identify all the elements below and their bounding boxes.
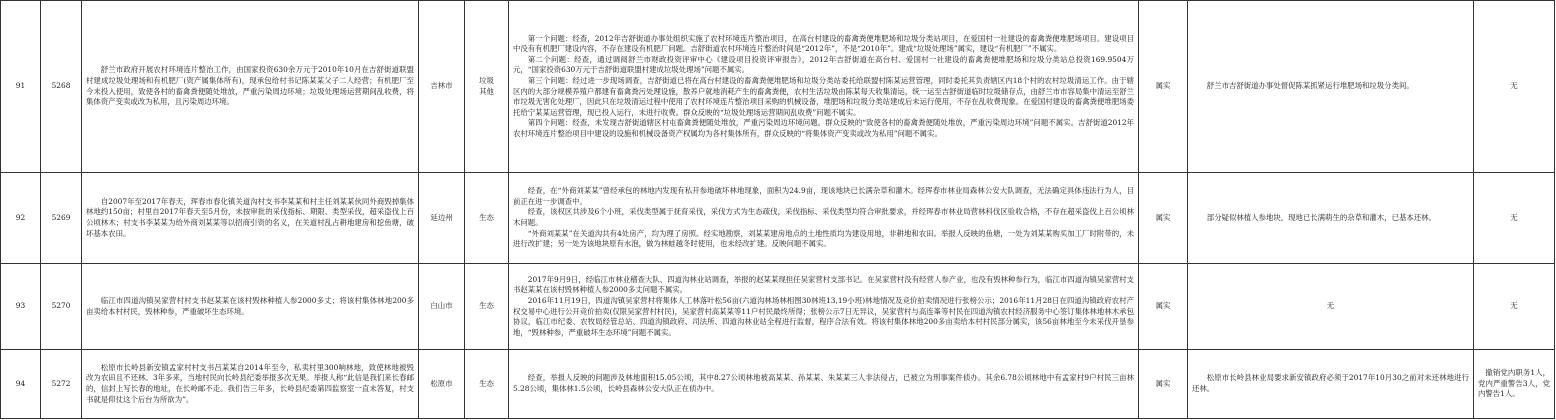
complaint-text: 自2007年至2017年春天，珲春市春化镇关道沟村支书李某某和村主任刘某某伙同外商毁掉集体林地约150亩；村里自2017年春天至5月份，未按审批的采伐指标、期限、类型采伐，超采盗伐上百公顷林木；村支书李某某为给外商刘某某等以招商引资的名义，在关道村乱占耕地建房和挖鱼塘，破坏基本农田。 [86, 196, 414, 238]
finding-paragraph: 经查，在“外商刘某某”曾经承包的林地内发现有私开参地破坏林地现象，面积为24.9亩，现该地块已长满杂草和灌木。经珲春市林业局森林公安大队调查，无法确定具体违法行为人，目前正在进一步调查中。 [513, 186, 1134, 206]
verdict-cell: 属实 [1139, 173, 1188, 264]
category-cell: 生态 [465, 264, 509, 350]
accountability-cell: 无 [1474, 173, 1555, 264]
verdict-cell: 属实 [1139, 264, 1188, 350]
category-cell: 垃圾 其他 [465, 1, 509, 173]
findings-cell [509, 264, 1139, 350]
complaint-text: 松原市长岭县新安镇孟家村村支书吕某某自2014年至今，私卖村里300响林地，致使林地被毁改为农田且不还林。3年多来，当地村民向长岭县纪委举报多次无果。举报人称“此信是我们来长春邮的，信封上写长春的地址，在长岭邮不走。我们告三年多，长岭县纪委第四监察室一直未答复，村支书就是仰仗这个后台为所欲为”。 [86, 362, 414, 404]
complaint-cell [82, 350, 419, 419]
handling-cell [1188, 1, 1474, 173]
finding-paragraph: 第四个问题：经查，未发现吉舒街道辖区村屯畜禽粪便随处堆放，严重污染周边环境问题。群众反映的“致使各村的畜禽粪便随处堆放，严重污染周边环境”问题不属实。吉舒街道2012年农村环境连片整治项目中建设的设施和机械设备资产权属均为各村集体所有，群众反映的“将集体资产变卖或改为私用”问题不属实。 [513, 118, 1134, 138]
finding-paragraph: 经查，举报人反映的问题涉及林地面积15.05公顷，其中8.27公顷林地被高某某、孙某某、朱某某三人非法侵占，已被立为刑事案件侦办。其余6.78公顷林地中有孟家村9户村民三亩林5.28公顷，集体林1.5公顷，长岭县森林公安大队正在侦办中。 [513, 373, 1134, 393]
handling-cell [1188, 350, 1474, 419]
city-cell: 白山市 [419, 264, 465, 350]
finding-paragraph: 第二个问题：经查，通过调阅舒兰市财政投资评审中心《建设项目投资评审报告》，2012年吉舒街道在高台村、爱国村一社建设的畜禽粪便堆肥场和垃圾分类站总投资169.9504万元，“国家投资630万元于吉舒街道联盟村建成垃圾处理场”问题不属实。 [513, 54, 1134, 75]
table-row [1, 350, 1555, 419]
complaint-cell [82, 264, 419, 350]
verdict-cell: 属实 [1139, 1, 1188, 173]
handling-cell [1188, 173, 1474, 264]
case-no-cell: 5268 [41, 1, 82, 173]
table-row [1, 173, 1555, 264]
table-row [1, 1, 1555, 173]
findings-cell [509, 173, 1139, 264]
accountability-text: 撤销党内职务1人，党内严重警告3人，党内警告1人。 [1478, 368, 1550, 399]
accountability-cell [1474, 350, 1555, 419]
category-cell: 生态 [465, 350, 509, 419]
case-no-cell: 5269 [41, 173, 82, 264]
city-cell: 延边州 [419, 173, 465, 264]
seq-cell: 92 [1, 173, 41, 264]
handling-text: 舒兰市吉舒街道办事处督促陈某抓紧运行堆肥场和垃圾分类间。 [1206, 81, 1414, 91]
seq-cell: 93 [1, 264, 41, 350]
complaint-text: 临江市四道沟镇吴家营村村支书赵某某在该村毁林种植人参2000多丈；将该村集体林地200多亩卖给本村村民，毁林种参，严重破坏生态环境。 [86, 295, 414, 316]
findings-cell [509, 1, 1139, 173]
finding-paragraph: “外商刘某某”在关道沟共有4处房产，均为理了房照。经实地勘察，刘某某建房地点的土地性质均为建设用地，非耕地和农田。举报人反映的鱼塘，一处为刘某某购买加工厂时附带的，未进行改扩建；另一处为该地块原有水泡，做为林蛙越冬时使用，也未经改扩建。反映问题不属实。 [513, 228, 1134, 249]
finding-paragraph: 2017年9月9日，经临江市林业稽查大队、四道沟林业站调查，举报的赵某某现担任吴家营村支部书记。在吴家营村没有经营人参产业，也没有毁林种参行为，临江市四道沟镇吴家营村支书赵某某在该村毁林种植人参2000多丈问题不属实。 [513, 274, 1134, 295]
seq-cell: 91 [1, 1, 41, 173]
case-no-cell: 5272 [41, 350, 82, 419]
finding-paragraph: 第三个问题：经过进一步现场调查，吉舒街道已将在高台村建设的畜禽粪便堆肥场和垃圾分类站委托给联盟村陈某运营管理，同时委托其负责辖区内18个村的农村垃圾清运工作。由于辖区内的大部分规模养殖户都建有畜禽粪污处理设施，散养户就地消耗产生的畜禽粪便，农村生活垃圾由陈某每天收集清运，统一运至吉舒街道临时垃圾储存点，由舒兰市市容局集中清运至舒兰市垃圾无害化处理厂，因此只在垃圾清运过程中使用了农村环境连片整治项目采购的机械设备，堆肥场和垃圾分类站建成后未运行使用，不存在乱收费现象。在爱国村建设的畜禽粪便堆肥场委托给宁某某运营管理，现已投入运行，未进行收费。群众反映的“垃圾处理场运营期间乱收费”问题不属实。 [513, 75, 1134, 117]
complaint-cell [82, 1, 419, 173]
city-cell: 松原市 [419, 350, 465, 419]
complaint-cell [82, 173, 419, 264]
finding-paragraph: 2016年11月19日，四道沟镇吴家营村将集体人工林落叶松56亩(六道沟林场林相图30林班13,19小班)林地情况及竞价拍卖情况进行张榜公示；2016年11月28日在四道沟镇政府农村产权交易中心进行公开竞价拍卖(仅限吴家营村村民)，吴家营村高某某等11户村民最终所得；张榜公示7日无异议，吴家营村与高连峯等村民在四道沟镇农村经济服务中心签订集体林地林木承包协议，临江市纪委、农牧局经管总站、四道沟镇政府、司法所、四道沟林业站全程进行监督，程序合法有效。将该村集体林地200多亩卖给本村村民部分属实，该56亩林地至今未采伐开垦参地，“毁林种参，严重破坏生态环境”问题不属实。 [513, 295, 1134, 337]
handling-text: 松原市长岭县林业局要求新安镇政府必须于2017年10月30之前对未还林地进行还林。 [1192, 373, 1469, 393]
category-cell: 生态 [465, 173, 509, 264]
seq-cell: 94 [1, 350, 41, 419]
case-no-cell: 5270 [41, 264, 82, 350]
verdict-cell: 属实 [1139, 350, 1188, 419]
handling-text: 部分疑似林植人参地块，现地已长满萌生的杂草和灌木，已基本还林。 [1206, 212, 1436, 222]
accountability-cell: 无 [1474, 1, 1555, 173]
finding-paragraph: 经查，该权区共涉及6个小班，采伐类型属于抚育采伐，采伐方式为生态疏伐，采伐指标、采伐类型均符合审批要求，并经珲春市林业局营林科伐区验收合格，不存在超采盗伐上百公顷林木问题。 [513, 207, 1134, 227]
findings-cell [509, 350, 1139, 419]
city-cell: 吉林市 [419, 1, 465, 173]
table-row [1, 264, 1555, 350]
handling-cell: 无 [1188, 264, 1474, 350]
accountability-cell: 无 [1474, 264, 1555, 350]
complaint-text: 舒兰市政府开展农村环境连片整治工作，由国家投资630余万元于2010年10月在吉舒街道联盟村建成垃圾处理场和有机肥厂(资产属集体所有)，现承包给村书记陈某某父子二人经营；有机肥厂至今未投入使用，致使各村的畜禽粪便随处堆放，严重污染周边环境；垃圾处理场运营期间乱收费，将集体资产变卖或改为私用，且污染周边环境。 [86, 65, 414, 107]
finding-paragraph: 第一个问题：经查，2012年吉舒街道办事处组织实施了农村环境连片整治项目，在高台村建设的畜禽粪便堆肥场和垃圾分类站项目，在爱国村一社建设的畜禽粪便堆肥场项目。建设项目中没有有机肥厂建设内容，不存在建设有机肥厂问题。吉舒街道农村环境连片整治时间是“2012年”，不是“2010年”。建成“垃圾处理场”属实，建设“有机肥厂”不属实。 [513, 33, 1134, 54]
